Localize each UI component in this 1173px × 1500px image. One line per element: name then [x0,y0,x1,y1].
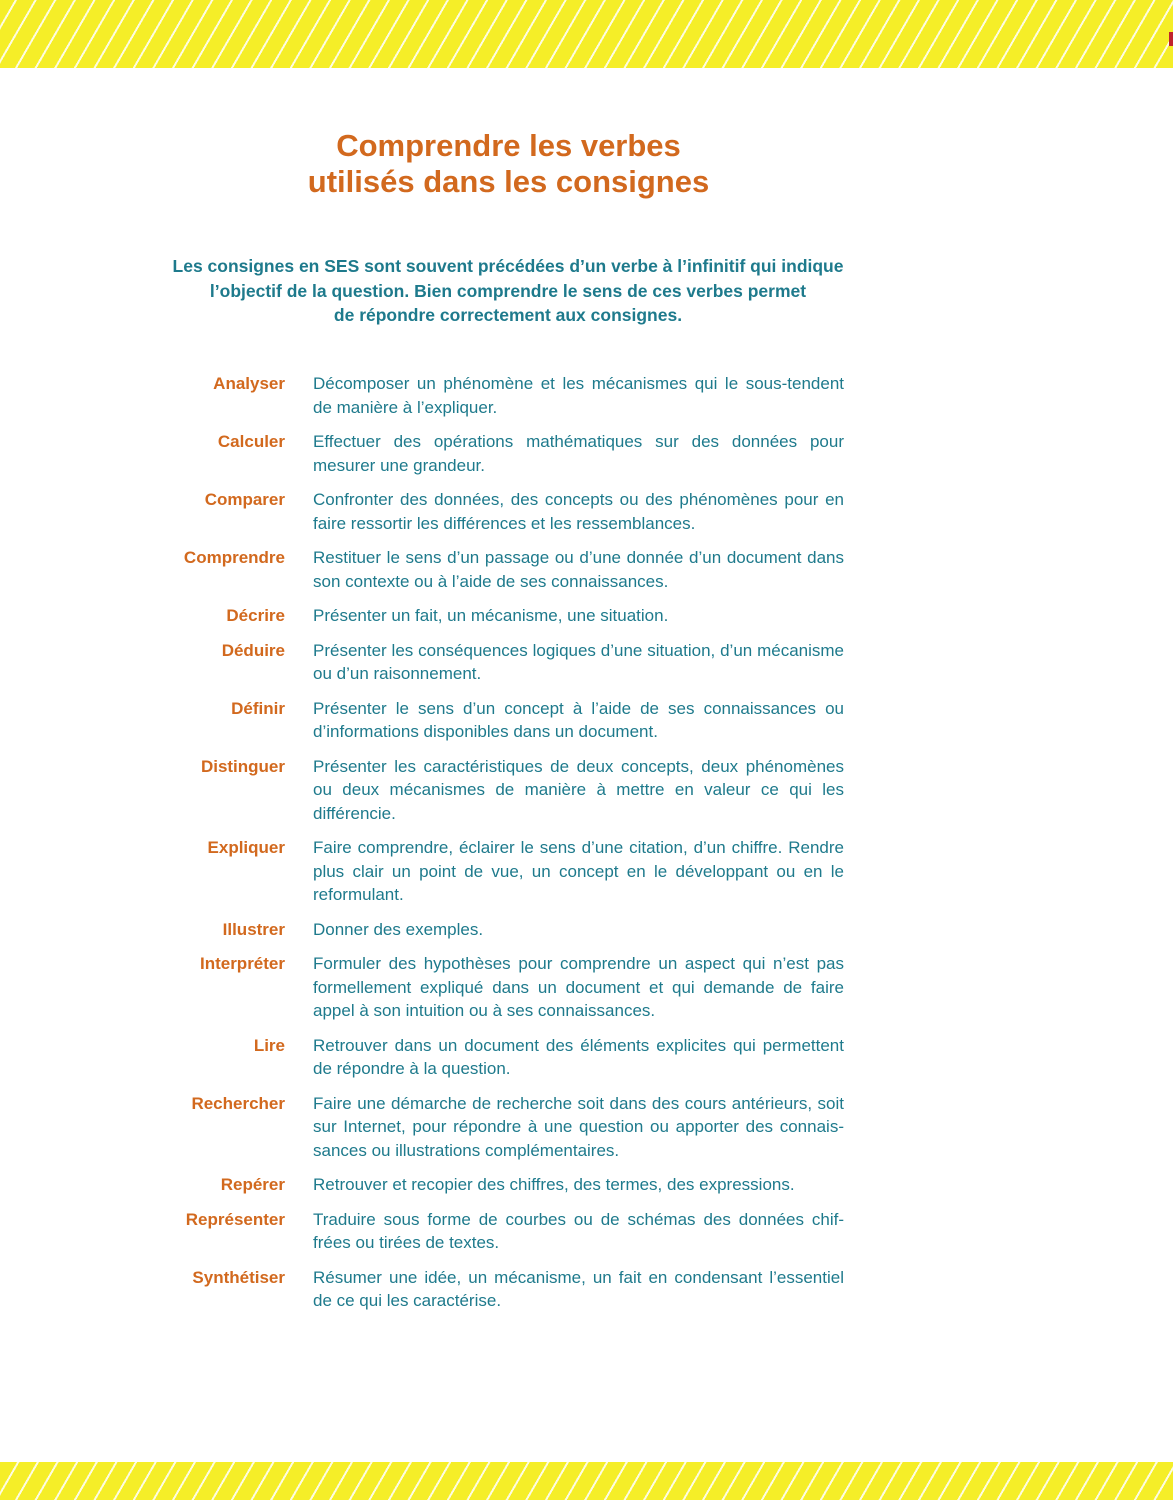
glossary-term: Décrire [226,606,285,625]
glossary-definition: Décomposer un phénomène et les mécanismes qui le sous-tendent de manière à l’expliquer. [313,374,844,417]
glossary-definition: Effectuer des opérations mathématiques sur des données pour mesurer une grandeur. [313,432,844,475]
glossary-term: Comprendre [183,548,285,567]
glossary-definition: Confronter des données, des concepts ou des phénomènes pour en faire ressortir les différences et les ressemblances. [313,490,844,533]
glossary-term: Interpréter [199,954,285,973]
glossary-entry [150,697,844,744]
glossary-term: Repérer [220,1175,285,1194]
glossary-term: Définir [231,698,285,718]
glossary-term: Rechercher [191,1093,285,1113]
glossary-definition: Présenter un fait, un mécanisme, une situation. [313,606,669,625]
glossary-definition: Résumer une idée, un mécanisme, un fait en condensant l’essentiel de ce qui les caractérise. [313,1267,844,1310]
glossary-entry [150,1266,844,1313]
glossary-entry [150,546,844,593]
corner-mark [1169,32,1173,46]
glossary-term: Distinguer [200,756,285,776]
glossary-entry [150,1173,844,1197]
glossary-entry [150,1208,844,1255]
glossary-term: Représenter [185,1209,285,1229]
glossary-definition: Faire comprendre, éclairer le sens d’une citation, d’un chiffre. Rendre plus clair un point de vue, un concept en le développant ou en le reformulant. [313,838,844,904]
glossary-definition: Restituer le sens d’un passage ou d’une donnée d’un document dans son contexte ou à l’aide de ses connaissances. [313,548,844,591]
glossary-definition: Traduire sous forme de courbes ou de schémas des données chiffrées ou tirées de textes. [313,1209,844,1252]
intro-line: l’objectif de la question. Bien comprendre le sens de ces verbes permet [209,280,807,301]
glossary-entry [150,604,844,628]
intro-line: Les consignes en SES sont souvent précédées d’un verbe à l’infinitif qui indique [172,256,844,276]
glossary-definition: Formuler des hypothèses pour comprendre un aspect qui n’est pas formellement expliqué dans un document et qui demande de faire appel à son intuition ou à ses connaissances. [313,954,844,1020]
page-title [0,128,1017,200]
glossary-definition: Donner des exemples. [313,919,484,939]
glossary-entry [150,1034,844,1081]
verb-glossary [150,372,844,1324]
glossary-definition: Présenter les caractéristiques de deux concepts, deux phénomènes ou deux mécanismes de manière à mettre en valeur ce qui les différencie. [313,756,844,823]
top-decorative-band [0,0,1173,68]
glossary-entry [150,430,844,477]
page-title-line: utilisés dans les consignes [307,164,710,199]
glossary-term: Calculer [217,432,285,451]
page-title-line: Comprendre les verbes [336,128,681,163]
glossary-entry [150,918,844,942]
glossary-definition: Faire une démarche de recherche soit dans des cours antérieurs, soit sur Internet, pour répondre à une question ou apporter des connaissances ou illustrations complémentaires. [313,1093,844,1160]
glossary-term: Comparer [204,490,285,509]
glossary-definition: Présenter les conséquences logiques d’une situation, d’un mécanisme ou d’un raisonnement. [313,640,844,683]
glossary-term: Synthétiser [192,1267,285,1287]
glossary-term: Expliquer [207,838,285,857]
glossary-entry [150,488,844,535]
glossary-entry [150,755,844,826]
glossary-definition: Retrouver dans un document des éléments explicites qui permettent de répondre à la question. [313,1035,844,1078]
glossary-entry [150,836,844,907]
glossary-term: Analyser [213,374,285,393]
glossary-definition: Présenter le sens d’un concept à l’aide de ses connaissances ou d’informations disponibles dans un document. [313,698,844,741]
glossary-term: Illustrer [222,919,285,939]
glossary-entry [150,639,844,686]
glossary-term: Lire [253,1035,285,1055]
glossary-entry [150,372,844,419]
glossary-entry [150,952,844,1023]
intro-line: de répondre correctement aux consignes. [333,305,683,325]
glossary-definition: Retrouver et recopier des chiffres, des termes, des expressions. [313,1175,795,1194]
glossary-entry [150,1092,844,1163]
intro-paragraph [140,254,876,328]
bottom-decorative-band [0,1462,1173,1500]
glossary-term: Déduire [221,640,285,660]
